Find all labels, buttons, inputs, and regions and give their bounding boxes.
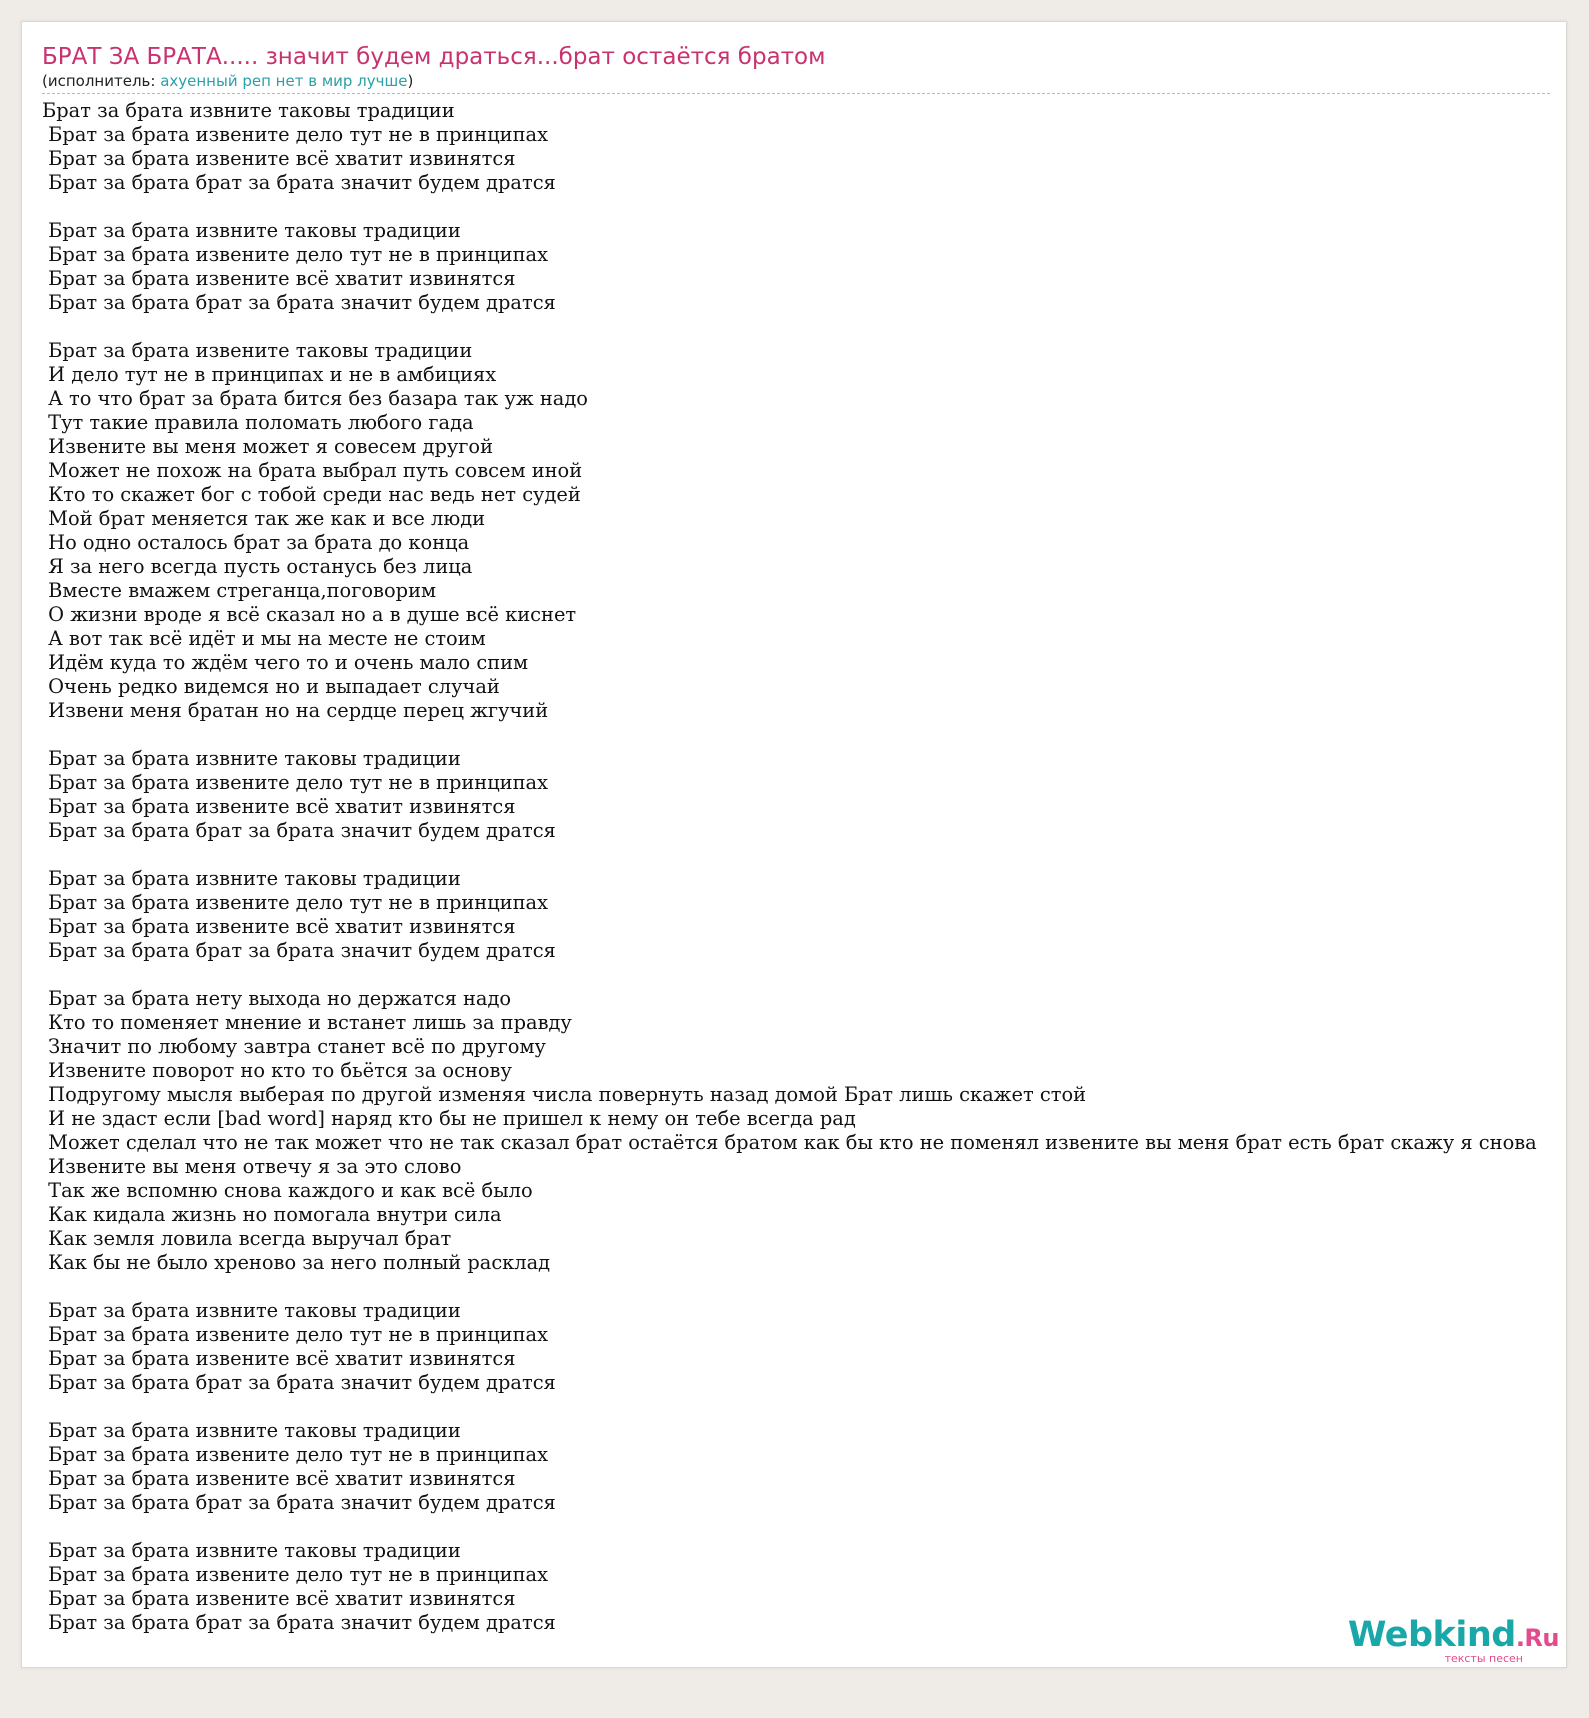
lyrics-text: Брат за брата извните таковы традиции Брат за брата извените дело тут не в принципах Брат за брата извените всё хватит извинятся Брат за брата брат за брата значит будем дратся Брат за брата извните таковы традиции Брат за брата извените дело тут не в принципах Брат за брата извените всё хватит извинятся Брат за брата брат за брата значит будем дратся Брат за брата извените таковы традиции И дело тут не в принципах и не в амбициях А то что брат за брата бится без базара так уж надо Тут такие правила поломать любого гада Извените вы меня может я совесем другой Может не похож на брата выбрал путь совсем иной Кто то скажет бог с тобой среди нас ведь нет судей Мой брат меняется так же как и все люди Но одно осталось брат за брата до конца Я за него всегда пусть останусь без лица Вместе вмажем стреганца,поговорим О жизни вроде я всё сказал но а в душе всё киснет А вот так всё идёт и мы на месте не стоим Идём куда то ждём чего то и очень мало спим Очень редко видемся но и выпадает случай Извени меня братан но на сердце перец жгучий Брат за брата извните таковы традиции Брат за брата извените дело тут не в принципах Брат за брата извените всё хватит извинятся Брат за брата брат за брата значит будем дратся Брат за брата извните таковы традиции Брат за брата извените дело тут не в принципах Брат за брата извените всё хватит извинятся Брат за брата брат за брата значит будем дратся Брат за брата нету выхода но держатся надо Кто то поменяет мнение и встанет лишь за правду Значит по любому завтра станет всё по другому Извените поворот но кто то бьётся за основу Подругому мысля выберая по другой изменяя числа повернуть назад домой Брат лишь скажет стой И не здаст если [bad word] наряд кто бы не пришел к нему он тебе всегда рад Может сделал что не так может что не так сказал брат остаётся братом как бы кто не поменял извените вы меня брат есть брат скажу я снова Извените вы меня отвечу я за это слово Так же вспомню снова каждого и как всё было Как кидала жизнь но помогала внутри сила Как земля ловила всегда выручал брат Как бы не было хреново за него полный расклад Брат за брата извните таковы традиции Брат за брата извените дело тут не в принципах Брат за брата извените всё хватит извинятся Брат за брата брат за брата значит будем дратся Брат за брата извните таковы традиции Брат за брата извените дело тут не в принципах Брат за брата извените всё хватит извинятся Брат за брата брат за брата значит будем дратся Брат за брата извните таковы традиции Брат за брата извените дело тут не в принципах Брат за брата извените всё хватит извинятся Брат за брата брат за брата значит будем дратся (42, 99, 1537, 1634)
performer-prefix: (исполнитель: (42, 72, 161, 90)
song-title: БРАТ ЗА БРАТА..... значит будем драться...брат остаётся братом (42, 44, 826, 70)
performer-suffix: ) (407, 72, 414, 90)
logo-domain: .Ru (1515, 1624, 1559, 1652)
lyrics-card (21, 21, 1567, 1668)
logo-main-text: Webkind (1347, 1615, 1516, 1655)
song-header (42, 42, 1550, 94)
performer-link[interactable]: ахуенный реп нет в мир лучше (160, 72, 408, 90)
logo-wordmark (1348, 1617, 1559, 1656)
performer-line (42, 72, 1550, 90)
site-logo[interactable] (1348, 1617, 1559, 1664)
logo-subtitle: тексты песен (1444, 1652, 1523, 1665)
